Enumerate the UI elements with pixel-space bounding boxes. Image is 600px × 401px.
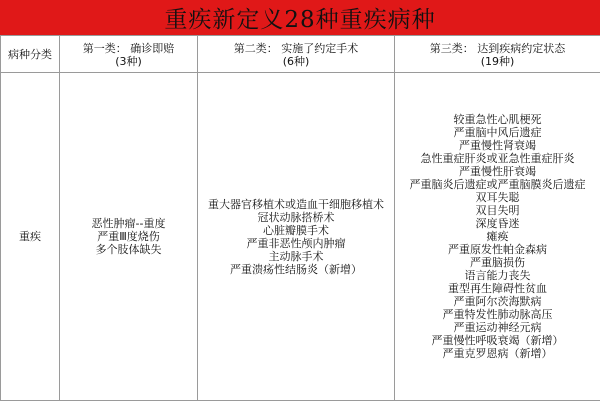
header-col2-count: (6种) <box>282 54 310 68</box>
category-header <box>1 36 60 73</box>
list-item: 严重脑中风后遗症 <box>453 126 542 139</box>
list-item: 严重Ⅲ度烧伤 <box>97 230 160 243</box>
header-row <box>1 36 600 73</box>
list-item: 冠状动脉搭桥术 <box>257 210 335 224</box>
list-item: 急性重症肝炎或亚急性重症肝炎 <box>420 152 575 165</box>
header-col2 <box>198 36 395 73</box>
list-item: 严重非恶性颅内肿瘤 <box>246 236 346 250</box>
header-col1 <box>60 36 198 73</box>
list-item: 较重急性心肌梗死 <box>453 113 542 126</box>
list-item: 严重慢性肝衰竭 <box>459 165 536 178</box>
list-item: 重大器官移植术或造血干细胞移植术 <box>208 197 384 211</box>
list-item: 深度昏迷 <box>475 217 520 230</box>
header-col1-name: 第一类： 确诊即赔 <box>82 41 175 55</box>
list-item: 严重特发性肺动脉高压 <box>442 308 553 321</box>
col3-cell <box>395 73 600 401</box>
list-item: 严重慢性肾衰竭 <box>459 139 536 152</box>
list-item: 主动脉手术 <box>268 249 324 263</box>
list-item: 严重阿尔茨海默病 <box>453 295 542 308</box>
list-item: 严重运动神经元病 <box>453 321 542 334</box>
list-item: 瘫痪 <box>486 230 509 243</box>
list-item: 语言能力丧失 <box>464 269 531 282</box>
list-item: 双耳失聪 <box>475 191 520 204</box>
list-item: 严重脑炎后遗症或严重脑膜炎后遗症 <box>409 178 586 191</box>
table-row <box>1 73 600 401</box>
list-item: 重型再生障碍性贫血 <box>448 282 547 295</box>
col1-cell <box>60 73 198 401</box>
list-item: 恶性肿瘤--重度 <box>91 217 166 230</box>
list-item: 严重慢性呼吸衰竭（新增） <box>431 334 564 347</box>
list-item: 严重原发性帕金森病 <box>448 243 547 256</box>
page-title: 重疾新定义28种重疾病种 <box>164 7 436 33</box>
list-item: 多个肢体缺失 <box>95 243 162 256</box>
col2-cell <box>198 73 395 401</box>
list-item: 双目失明 <box>475 204 520 217</box>
list-item: 严重脑损伤 <box>470 256 525 269</box>
row-category-label: 重疾 <box>1 73 60 401</box>
header-col3-name: 第三类： 达到疾病约定状态 <box>429 41 566 55</box>
header-col2-name: 第二类： 实施了约定手术 <box>233 41 359 55</box>
list-item: 心脏瓣膜手术 <box>263 223 329 237</box>
disease-table <box>0 35 600 401</box>
list-item: 严重克罗恩病（新增） <box>442 347 553 360</box>
category-header-label: 病种分类 <box>8 48 52 61</box>
header-col1-count: (3种) <box>115 54 142 68</box>
header-col3 <box>395 36 600 73</box>
header-col3-count: (19种) <box>480 54 515 68</box>
title-bar <box>0 0 600 36</box>
list-item: 严重溃疡性结肠炎（新增） <box>230 262 362 276</box>
